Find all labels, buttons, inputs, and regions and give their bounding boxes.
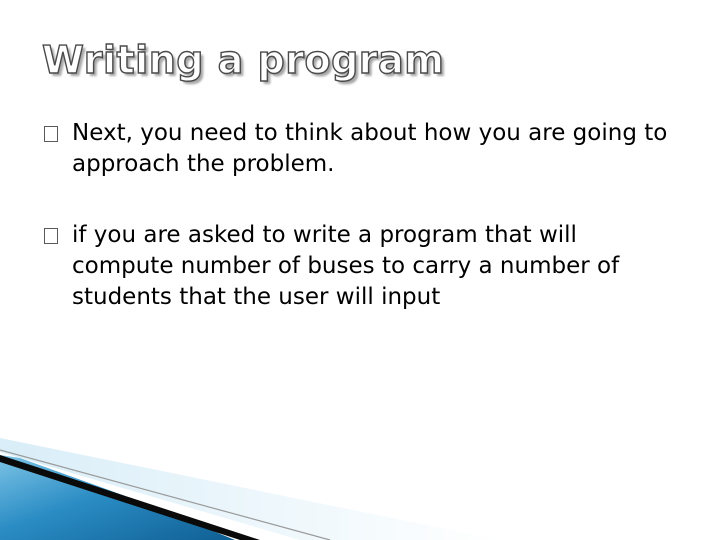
bullet-list <box>44 118 684 353</box>
slide-title: Writing a program <box>42 38 445 82</box>
dark-stripe-shape <box>0 455 260 540</box>
bullet-item-1 <box>44 118 684 180</box>
square-bullet-icon <box>44 228 58 244</box>
bullet-text-1: Next, you need to think about how you are going to approach the problem. <box>72 120 668 177</box>
grey-line-shape <box>0 450 330 540</box>
light-stripe-shape <box>0 438 500 540</box>
bullet-item-2 <box>44 220 684 313</box>
square-bullet-icon <box>44 126 58 142</box>
blue-wedge-shape <box>0 455 235 540</box>
bullet-text-2: if you are asked to write a program that will compute number of buses to carry a number of students that the user will input <box>72 222 620 310</box>
